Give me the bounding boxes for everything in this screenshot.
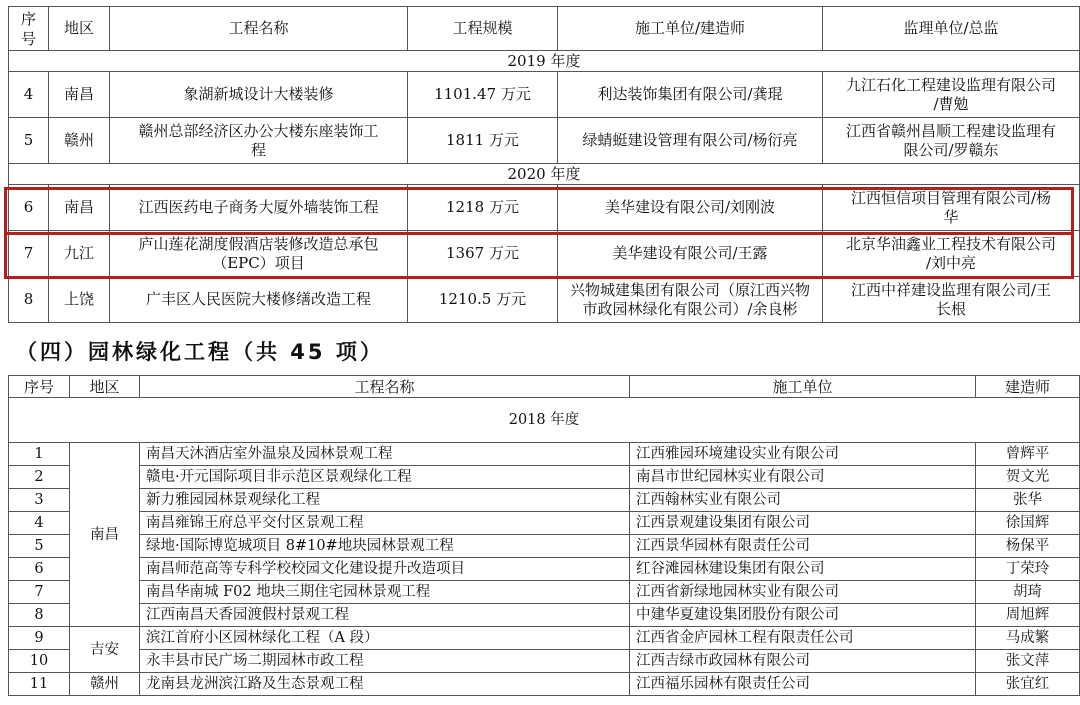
row-project-name: 南昌雍锦王府总平交付区景观工程 [140,512,630,535]
table-row [9,489,1080,512]
row-builder: 美华建设有限公司/刘刚波 [558,185,823,231]
row-project-name: 庐山莲花湖度假酒店装修改造总承包 （EPC）项目 [110,231,408,277]
table-row [9,185,1080,231]
row-number: 11 [9,673,70,696]
row-builder: 江西翰林实业有限公司 [630,489,976,512]
table-row [9,627,1080,650]
row-project-name: 龙南县龙洲滨江路及生态景观工程 [140,673,630,696]
row-region: 南昌 [49,72,110,118]
table1-header-row [9,7,1080,51]
col-header-builder: 施工单位/建造师 [558,7,823,51]
row-project-name: 赣电·开元国际项目非示范区景观绿化工程 [140,466,630,489]
table-row [9,72,1080,118]
section-title: （四）园林绿化工程（共 45 项） [16,340,384,364]
row-engineer: 张文萍 [976,650,1080,673]
table-row [9,650,1080,673]
landscaping-table-2018 [8,375,1080,696]
table-row [9,231,1080,277]
col-header-no: 序号 [9,376,70,398]
table-row [9,558,1080,581]
row-project-name: 南昌师范高等专科学校校园文化建设提升改造项目 [140,558,630,581]
row-builder: 江西景观建设集团有限公司 [630,512,976,535]
row-engineer: 丁荣玲 [976,558,1080,581]
table-row [9,466,1080,489]
year-row [9,164,1080,185]
row-project-name: 赣州总部经济区办公大楼东座装饰工 程 [110,118,408,164]
year-row [9,398,1080,443]
row-number: 5 [9,118,49,164]
row-builder: 江西雅园环境建设实业有限公司 [630,443,976,466]
row-region: 吉安 [70,627,140,673]
rows-2018 [9,443,1080,696]
row-project-name: 江西医药电子商务大厦外墙装饰工程 [110,185,408,231]
col-header-engineer: 建造师 [976,376,1080,398]
row-region: 南昌 [49,185,110,231]
row-builder: 兴物城建集团有限公司（原江西兴物 市政园林绿化有限公司）/余良彬 [558,277,823,323]
row-number: 7 [9,231,49,277]
row-engineer: 徐国辉 [976,512,1080,535]
table-row [9,277,1080,323]
row-number: 2 [9,466,70,489]
row-number: 6 [9,558,70,581]
row-project-name: 象湖新城设计大楼装修 [110,72,408,118]
year-label-2018: 2018 年度 [9,398,1080,443]
col-header-project-name: 工程名称 [110,7,408,51]
rows-2020 [9,185,1080,323]
table-row [9,512,1080,535]
table-row [9,581,1080,604]
year-row [9,51,1080,72]
row-builder: 红谷滩园林建设集团有限公司 [630,558,976,581]
row-builder: 江西福乐园林有限责任公司 [630,673,976,696]
row-number: 4 [9,512,70,535]
row-region: 南昌 [70,443,140,627]
row-supervisor: 江西中祥建设监理有限公司/王 长根 [823,277,1080,323]
row-project-name: 绿地·国际博览城项目 8#10#地块园林景观工程 [140,535,630,558]
row-engineer: 杨保平 [976,535,1080,558]
row-project-name: 南昌天沐酒店室外温泉及园林景观工程 [140,443,630,466]
row-builder: 江西景华园林有限责任公司 [630,535,976,558]
table2-header-row [9,376,1080,398]
row-region: 九江 [49,231,110,277]
row-scale: 1101.47 万元 [408,72,558,118]
row-number: 8 [9,277,49,323]
row-supervisor: 江西恒信项目管理有限公司/杨 华 [823,185,1080,231]
row-project-name: 南昌华南城 F02 地块三期住宅园林景观工程 [140,581,630,604]
row-scale: 1210.5 万元 [408,277,558,323]
row-number: 9 [9,627,70,650]
row-builder: 绿蜻蜓建设管理有限公司/杨衍亮 [558,118,823,164]
table-row [9,673,1080,696]
row-number: 1 [9,443,70,466]
row-engineer: 张华 [976,489,1080,512]
rows-2019 [9,72,1080,164]
col-header-supervisor: 监理单位/总监 [823,7,1080,51]
row-scale: 1218 万元 [408,185,558,231]
row-engineer: 张宜红 [976,673,1080,696]
row-number: 10 [9,650,70,673]
row-engineer: 贺文光 [976,466,1080,489]
row-number: 5 [9,535,70,558]
col-header-builder: 施工单位 [630,376,976,398]
row-region: 上饶 [49,277,110,323]
row-scale: 1367 万元 [408,231,558,277]
row-project-name: 新力雅园园林景观绿化工程 [140,489,630,512]
row-number: 8 [9,604,70,627]
row-builder: 利达装饰集团有限公司/龚琨 [558,72,823,118]
row-builder: 南昌市世纪园林实业有限公司 [630,466,976,489]
row-number: 6 [9,185,49,231]
year-label-2020: 2020 年度 [9,164,1080,185]
row-engineer: 马成繁 [976,627,1080,650]
row-engineer: 周旭辉 [976,604,1080,627]
row-number: 7 [9,581,70,604]
row-region: 赣州 [70,673,140,696]
row-supervisor: 九江石化工程建设监理有限公司 /曹勉 [823,72,1080,118]
row-project-name: 永丰县市民广场二期园林市政工程 [140,650,630,673]
construction-table-2019-2020 [8,6,1080,323]
row-builder: 江西省新绿地园林实业有限公司 [630,581,976,604]
row-builder: 中建华夏建设集团股份有限公司 [630,604,976,627]
row-supervisor: 北京华油鑫业工程技术有限公司 /刘中亮 [823,231,1080,277]
row-builder: 江西吉绿市政园林有限公司 [630,650,976,673]
col-header-scale: 工程规模 [408,7,558,51]
row-supervisor: 江西省赣州昌顺工程建设监理有 限公司/罗赣东 [823,118,1080,164]
row-number: 4 [9,72,49,118]
table-row [9,443,1080,466]
row-number: 3 [9,489,70,512]
row-project-name: 滨江首府小区园林绿化工程（A 段） [140,627,630,650]
row-engineer: 胡琦 [976,581,1080,604]
table-row [9,118,1080,164]
row-region: 赣州 [49,118,110,164]
row-project-name: 广丰区人民医院大楼修缮改造工程 [110,277,408,323]
row-builder: 美华建设有限公司/王露 [558,231,823,277]
col-header-project-name: 工程名称 [140,376,630,398]
table-row [9,535,1080,558]
col-header-region: 地区 [70,376,140,398]
col-header-no: 序 号 [9,7,49,51]
row-project-name: 江西南昌天香园渡假村景观工程 [140,604,630,627]
row-engineer: 曾辉平 [976,443,1080,466]
year-label-2019: 2019 年度 [9,51,1080,72]
row-builder: 江西省金庐园林工程有限责任公司 [630,627,976,650]
row-scale: 1811 万元 [408,118,558,164]
col-header-region: 地区 [49,7,110,51]
table-row [9,604,1080,627]
